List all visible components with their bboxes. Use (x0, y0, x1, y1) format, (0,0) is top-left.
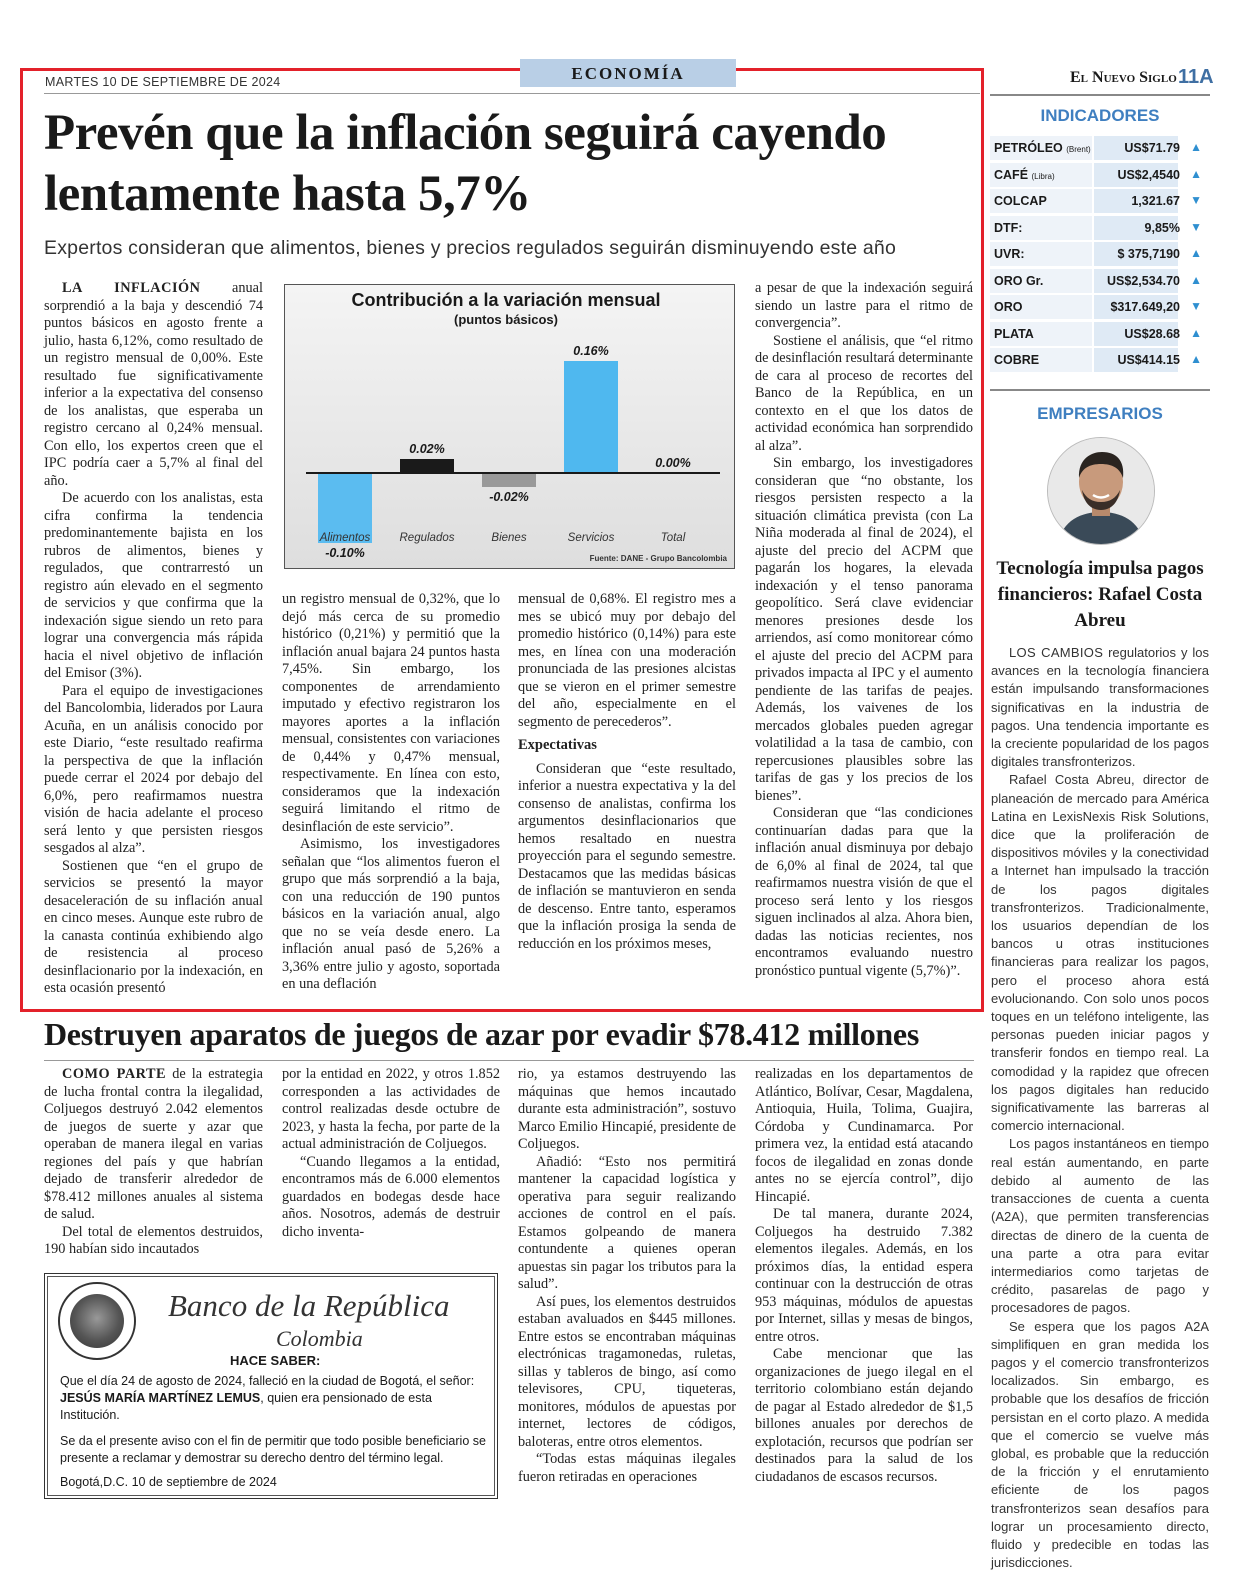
paragraph: Así pues, los elementos destruidos estaban avaluados en $445 millones. Entre estos se encontraban máquinas electrónicas tragamonedas, ruletas, sillas y tableros de bingo, así como televisores, CPU, tiqueteras, monitores, módulos de apuestas por internet, lectores de códigos, baloteras, entre otros elementos. (518, 1293, 736, 1450)
indicator-row (990, 321, 1210, 347)
paragraph: Cabe mencionar que las organizaciones de juego ilegal en el territorio colombiano están dejando de pagar al Estado alrededor de $1,5 billones anuales por derechos de explotación, recursos que podrían ser destinados para la salud de los ciudadanos de escasos recursos. (755, 1346, 973, 1485)
indicator-value: US$28.68 (1124, 326, 1180, 341)
indicator-value: US$2,4540 (1117, 167, 1180, 182)
arrow-down-icon: ▼ (1190, 219, 1202, 234)
notice-paragraph: Se da el presente aviso con el fin de permitir que todo posible beneficiario se presente a reclamar y demostrar su derecho dentro del término legal. (60, 1434, 486, 1465)
article2-column-1 (44, 1066, 263, 1259)
arrow-up-icon: ▲ (1190, 140, 1202, 154)
paragraph: Consideran que “este resultado, inferior a nuestra expectativa y la del consenso de analistas, confirma los argumentos desinflacionarios que hemos resaltado en nuestra proyección para el segundo semestre. Destacamos que las medidas básicas de inflación se mantuvieron en senda de descenso. Entre tanto, esperamos que la inflación prosiga la senda de reducción en los próximos meses, (518, 760, 736, 952)
notice-text: Que el día 24 de agosto de 2024, falleció en la ciudad de Bogotá, el señor: (60, 1374, 475, 1388)
data-label: -0.02% (489, 490, 529, 504)
data-label: 0.02% (409, 442, 445, 456)
indicator-name: COBRE (994, 353, 1040, 367)
seal-portrait (70, 1294, 124, 1348)
article-column-4 (755, 280, 973, 980)
article-column-2 (282, 591, 500, 994)
bar-regulados (400, 459, 454, 473)
paragraph: Rafael Costa Abreu, director de planeación de mercado para América Latina en LexisNexis Risk Solutions, dice que la proliferación de dispositivos móviles y la conectividad a Internet han impulsado la tracción de los pagos digitales transfronterizos. Tradicionalmente, los usuarios dependían de los bancos u otras instituciones financieras para realizar los pagos, pero el proceso ahora está evolucionando. Con solo unos pocos toques en un teléfono inteligente, las personas pueden iniciar pagos y transferir fondos en tiempo real. La comodidad y la rapidez que ofrecen los pagos digitales han reducido significativamente las barreras al comercio internacional. (991, 772, 1209, 1134)
paragraph: Asimismo, los investigadores señalan que “los alimentos fueron el grupo que más sorprendió a la baja, con una reducción de 190 puntos básicos en la variación anual, algo que no se veía desde enero. La inflación anual pasó de 5,26% a 3,36% entre julio y agosto, soportada en una deflación (282, 836, 500, 992)
arrow-down-icon: ▼ (1190, 299, 1202, 313)
paragraph: Consideran que “las condiciones continuarían dadas para que la inflación anual disminuya por debajo de 6,0% al final de 2024, tal que reafirmamos nuestra visión de que el proceso será lento y los riesgos siguen inclinados al alza. Ahora bien, dadas las noticias recientes, nos encontramos evaluando nuestro pronóstico puntual vigente (5,7%)”. (755, 805, 973, 979)
paragraph: De tal manera, durante 2024, Coljuegos ha destruido 7.382 elementos ilegales. Además, en los próximos días, la entidad espera continuar con la destrucción de otras 953 máquinas, módulos de apuestas por Internet, sillas y mesas de bingos, entre otros. (755, 1206, 973, 1345)
notice-text: , quien era pensionado de esta Institución. (60, 1391, 432, 1422)
indicator-value: US$2,534.70 (1107, 273, 1180, 288)
portrait-photo (1047, 437, 1155, 545)
article-column-1 (44, 280, 263, 998)
article2-column-3 (518, 1066, 736, 1486)
paragraph: anual sorprendió a la baja y descendió 74 puntos básicos en agosto frente a julio, hasta 6,12%, como resultado de un registro mensual de 0,00%. Este resultado fue significativamente inferior a la expectativa del consenso de los analistas, que esperaba un registro cercano al 0,24% mensual. Con ello, los expertos creen que el IPC podría caer a 5,7% al final del año. (44, 280, 263, 489)
indicator-value: $ 375,7190 (1117, 247, 1180, 261)
article-headline: Prevén que la inflación seguirá cayendo lentamente hasta 5,7% (44, 105, 887, 222)
paragraph: Añadió: “Esto nos permitirá mantener la capacidad logística y operativa para seguir realizando acciones de control en el país. Estamos golpeando de manera contundente a quienes operan apuestas sin pagar los tributos para la salud”. (518, 1153, 736, 1292)
article-subhead: Expertos consideran que alimentos, bienes y precios regulados seguirán disminuyendo este año (44, 237, 896, 259)
paragraph: Los pagos instantáneos en tiempo real están aumentando, en parte debido al aumento de las transacciones de cuenta a cuenta (A2A), que permiten transferencias directas de dinero de la cuenta de una parte a otra para evitar intermediarios como tarjetas de crédito, pasarelas de pago y procesadores de pagos. (991, 1136, 1209, 1316)
paragraph: Se espera que los pagos A2A simplifiquen en gran medida los pagos y el comercio transfronterizos localizados. Sin embargo, es probable que los desafíos de fricción persistan en el corto plazo. A medida que el comercio se vuelve más global, es probable que la reducción de la fricción y el enrutamiento eficiente de los pagos transfronterizos sean desafíos para lograr un procesamiento directo, fluido y predecible en todas las jurisdicciones. (991, 1318, 1209, 1571)
paragraph: un registro mensual de 0,32%, que lo dejó más cerca de su promedio histórico (0,21%) y permitió que la inflación anual bajara 24 puntos hasta 7,45%. Sin embargo, los componentes de arrendamiento imputado y efectivo registraron los mayores aportes a la inflación mensual, consistentes con variaciones de 0,44% y 0,47% mensual, respectivamente. En línea con esto, consideramos que la indexación seguirá limitando el ritmo de desinflación de este servicio”. (282, 591, 500, 835)
indicator-value: $317.649,20 (1110, 300, 1180, 314)
indicator-row (990, 268, 1210, 294)
empresarios-title: EMPRESARIOS (1037, 404, 1163, 423)
indicator-row (990, 347, 1210, 373)
indicator-note: (Brent) (1066, 145, 1091, 154)
indicator-value: 1,321.67 (1131, 194, 1180, 208)
category-label: Regulados (399, 532, 455, 544)
article2-headline: Destruyen aparatos de juegos de azar por evadir $78.412 millones (44, 1016, 919, 1052)
notice-date: Bogotá,D.C. 10 de septiembre de 2024 (60, 1475, 277, 1489)
indicator-name: PETRÓLEO (Brent) (994, 141, 1091, 155)
indicator-note: (Libra) (1031, 171, 1055, 181)
deceased-name: JESÚS MARÍA MARTÍNEZ LEMUS (60, 1391, 261, 1405)
article-column-3 (518, 591, 736, 953)
indicator-value: US$414.15 (1117, 353, 1180, 367)
masthead-divider (990, 94, 1210, 96)
paragraph: realizadas en los departamentos de Atlántico, Bolívar, Cesar, Magdalena, Antioquia, Huila, Tolima, Guajira, Córdoba y Cundinamarca. Por primera vez, la entidad está atacando focos de ilegalidad en zonas donde antes no se ejercía control”, dijo Hincapié. (755, 1066, 973, 1205)
arrow-up-icon: ▲ (1190, 325, 1202, 340)
bar-bienes (482, 473, 536, 487)
paragraph: De acuerdo con los analistas, esta cifra confirma la tendencia predominantemente bajista en los rubros de alimentos, bienes y regulados, que contrarrestó un registro aún elevado en el segmento de servicios y que confirma que la indexación sigue siendo un reto para lograr una convergencia más rápida hacia el nivel objetivo de inflación del Emisor (3%). (44, 490, 263, 681)
bank-country: Colombia (276, 1326, 363, 1351)
paragraph: de la estrategia de lucha frontal contra la ilegalidad, Coljuegos destruyó 2.042 elementos de juegos de suerte y azar que operaban de manera ilegal en varias regiones del país y que habrían dejado de transferir alrededor de $78.412 millones anuales al sistema de salud. (44, 1066, 264, 1222)
indicator-row (990, 188, 1210, 214)
page-number: 11A (1178, 66, 1214, 88)
indicator-name: UVR: (994, 247, 1025, 261)
masthead: El Nuevo Siglo (1070, 69, 1177, 86)
notice-heading: HACE SABER: (230, 1353, 321, 1368)
lead-cap: COMO PARTE (62, 1066, 167, 1082)
arrow-up-icon: ▲ (1190, 352, 1202, 366)
arrow-up-icon: ▲ (1190, 246, 1202, 260)
category-label: Bienes (491, 532, 527, 544)
indicator-value: US$71.79 (1124, 141, 1180, 155)
header-divider (44, 93, 980, 94)
indicator-name: ORO Gr. (994, 273, 1044, 288)
paragraph: Sin embargo, los investigadores consideran que “no obstante, los riesgos persisten respecto a la situación climática prevista (con La Niña moderada al final de 2024), el ajuste del precio del ACPM que pagarán los hogares, la elevada indexación y el tenso panorama geopolítico. Será clave evidenciar menores presiones desde los arriendos, así como monitorear cómo el ajuste del precio del ACPM para privados impacta al IPC y el aumento pendiente de las tarifas de peajes. Además, los vaivenes de los mercados globales pueden agregar volatilidad a la tasa de cambio, con repercusiones plausibles sobre las tarifas de gas y los precios de los bienes”. (755, 455, 973, 804)
arrow-up-icon: ▲ (1190, 272, 1202, 287)
lead-cap: LA INFLACIÓN (62, 280, 201, 296)
data-label: 0.16% (573, 344, 609, 358)
paragraph: Sostienen que “en el grupo de servicios se presentó la mayor desaceleración de su inflación anual en cinco meses. Aunque este rubro de la canasta continúa exhibiendo algo de resistencia al proceso desinflacionario por la indexación, en esta ocasión presentó (44, 857, 263, 996)
indicator-row (990, 241, 1210, 267)
bar-chart (284, 284, 735, 569)
arrow-up-icon: ▲ (1190, 166, 1202, 181)
category-label: Alimentos (319, 532, 371, 544)
paragraph: regulatorios y los avances en la tecnología financiera están impulsando transformaciones significativas en la industria de pagos. Una tendencia importante es la creciente popularidad de los pagos digitales transfronterizos. (991, 645, 1209, 770)
indicator-value: 9,85% (1144, 220, 1180, 235)
article2-column-2 (282, 1066, 500, 1241)
indicadores-title: INDICADORES (1040, 106, 1160, 125)
paragraph: Para el equipo de investigaciones del Bancolombia, liderados por Laura Acuña, en un análisis conocido por este Diario, “este resultado reafirma la perspectiva de que la inflación puede cerrar el 2024 por debajo del 6,0%, pero reafirmamos nuestra visión de hacia adelante el proceso será lento y que persisten riesgos sesgados al alza”. (44, 682, 263, 856)
empresarios-body (991, 644, 1209, 1572)
bank-name: Banco de la República (168, 1288, 450, 1323)
chart-source: Fuente: DANE - Grupo Bancolombia (589, 554, 727, 563)
chart-subtitle: (puntos básicos) (453, 312, 559, 327)
indicator-row (990, 135, 1210, 161)
indicator-row (990, 215, 1210, 241)
lead-cap: LOS CAMBIOS (1009, 645, 1104, 660)
issue-date: MARTES 10 DE SEPTIEMBRE DE 2024 (45, 75, 281, 89)
bar-servicios (564, 361, 618, 473)
article2-divider (44, 1060, 974, 1061)
paragraph: Del total de elementos destruidos, 190 habían sido incautados (44, 1223, 263, 1257)
indicator-name: ORO (994, 300, 1023, 314)
portrait-icon (1048, 438, 1154, 544)
paragraph: rio, ya estamos destruyendo las máquinas que hemos incautado durante esta administración”, sostuvo Marco Emilio Hincapié, presidente de Coljuegos. (518, 1066, 736, 1152)
sidebar-divider (990, 389, 1210, 391)
article2-column-4 (755, 1066, 973, 1486)
paragraph: “Cuando llegamos a la entidad, encontramos más de 6.000 elementos guardados en bodegas desde hace años. Nosotros, además de destruir dicho inventa- (282, 1153, 500, 1240)
indicator-name: DTF: (994, 220, 1023, 235)
paragraph: por la entidad en 2022, y otros 1.852 corresponden a las actividades de control realizadas desde octubre de 2023, y hasta la fecha, por parte de la actual administración de Coljuegos. (282, 1066, 500, 1152)
category-label: Total (660, 532, 686, 544)
indicator-row (990, 162, 1210, 188)
paragraph: “Todas estas máquinas ilegales fueron retiradas en operaciones (518, 1451, 736, 1485)
data-label: -0.10% (325, 546, 365, 560)
paragraph: mensual de 0,68%. El registro mes a mes se ubicó muy por debajo del promedio histórico (0,14%) para este mes, en línea con una moderación pronunciada de las presiones alcistas que se vieron en el primer semestre del año, especialmente en el segmento de perecederos”. (518, 591, 736, 730)
indicator-name: CAFÉ (Libra) (994, 167, 1055, 182)
notice-paragraph (60, 1373, 488, 1424)
paragraph: Sostiene el análisis, que “el ritmo de desinflación resultará determinante de cara al proceso de recortes del Banco de la República, en un contexto en el que los datos de actividad económica han sorprendido al alza”. (755, 332, 973, 454)
empresarios-headline: Tecnología impulsa pagos financieros: Rafael Costa Abreu (996, 558, 1204, 631)
paragraph: a pesar de que la indexación seguirá siendo un lastre para el ritmo de convergencia”. (755, 280, 973, 331)
section-tab: ECONOMÍA (520, 59, 736, 87)
category-label: Servicios (567, 532, 615, 544)
indicator-name: PLATA (994, 326, 1034, 341)
data-label: 0.00% (655, 456, 691, 470)
indicator-name: COLCAP (994, 194, 1047, 208)
chart-title: Contribución a la variación mensual (351, 290, 661, 310)
indicator-row (990, 294, 1210, 320)
arrow-down-icon: ▼ (1190, 193, 1202, 207)
section-subheading: Expectativas (518, 737, 597, 753)
